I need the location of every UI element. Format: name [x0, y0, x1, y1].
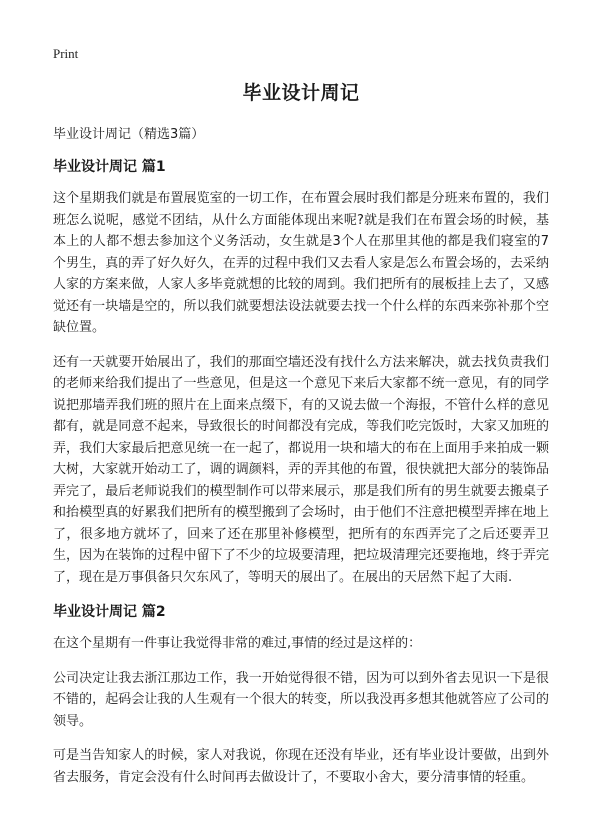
paragraph: 可是当告知家人的时候，家人对我说，你现在还没有毕业，还有毕业设计要做，出到外省去服务，肯定会没有什么时间再去做设计了，不要取小舍大，要分清事情的轻重。: [53, 748, 549, 785]
section-2: [53, 601, 549, 788]
section-heading: 毕业设计周记 篇1: [53, 159, 166, 175]
section-heading: 毕业设计周记 篇2: [53, 604, 166, 620]
page-title: 毕业设计周记: [242, 82, 360, 104]
print-link[interactable]: Print: [53, 46, 79, 61]
paragraph: 这个星期我们就是布置展览室的一切工作，在布置会展时我们都是分班来布置的，我们班怎么说呢，感觉不团结，从什么方面能体现出来呢?就是我们在布置会场的时候，基本上的人都不想去参加这个义务活动，女生就是3个人在那里其他的都是我们寝室的7个男生，真的弄了好久好久，在弄的过程中我们又去看人家是怎么布置会场的，去采纳人家的方案来做，人家人多毕竟就想的比较的周到。我们把所有的展板挂上去了，又感觉还有一块墙是空的，所以我们就要想法设法就要去找一个什么样的东西来弥补那个空缺位置。: [53, 191, 549, 335]
paragraph: 公司决定让我去浙江那边工作，我一开始觉得很不错，因为可以到外省去见识一下是很不错的，起码会让我的人生观有一个很大的转变，所以我没再多想其他就答应了公司的领导。: [53, 670, 549, 729]
document-body: [53, 78, 549, 801]
section-1: [53, 156, 549, 588]
document-intro: 毕业设计周记（精选3篇）: [53, 127, 205, 142]
paragraph: 在这个星期有一件事让我觉得非常的难过,事情的经过是这样的：: [53, 636, 422, 651]
paragraph: 还有一天就要开始展出了，我们的那面空墙还没有找什么方法来解决，就去找负责我们的老师来给我们提出了一些意见，但是这一个意见下来后大家都不统一意见，有的同学说把那墙弄我们班的照片在上面来点缀下，有的又说去做一个海报，不管什么样的意见都有，就是同意不起来，导致很长的时间都没有完成，等我们吃完饭时，大家又加班的弄，我们大家最后把意见统一在一起了，都说用一块和墙大的布在上面用手来拍成一颗大树，大家就开始动工了，调的调颜料，弄的弄其他的布置，很快就把大部分的装饰品弄完了，最后老师说我们的模型制作可以带来展示，那是我们所有的男生就要去搬桌子和抬模型真的好累我们把所有的模型搬到了会场时，由于他们不注意把模型弄摔在地上了，很多地方就坏了，回来了还在那里补修模型，把所有的东西弄完了之后还要弄卫生，因为在装饰的过程中留下了不少的垃圾要清理，把垃圾清理完还要拖地，终于弄完了，现在是万事俱备只欠东风了，等明天的展出了。在展出的天居然下起了大雨.: [53, 354, 549, 585]
